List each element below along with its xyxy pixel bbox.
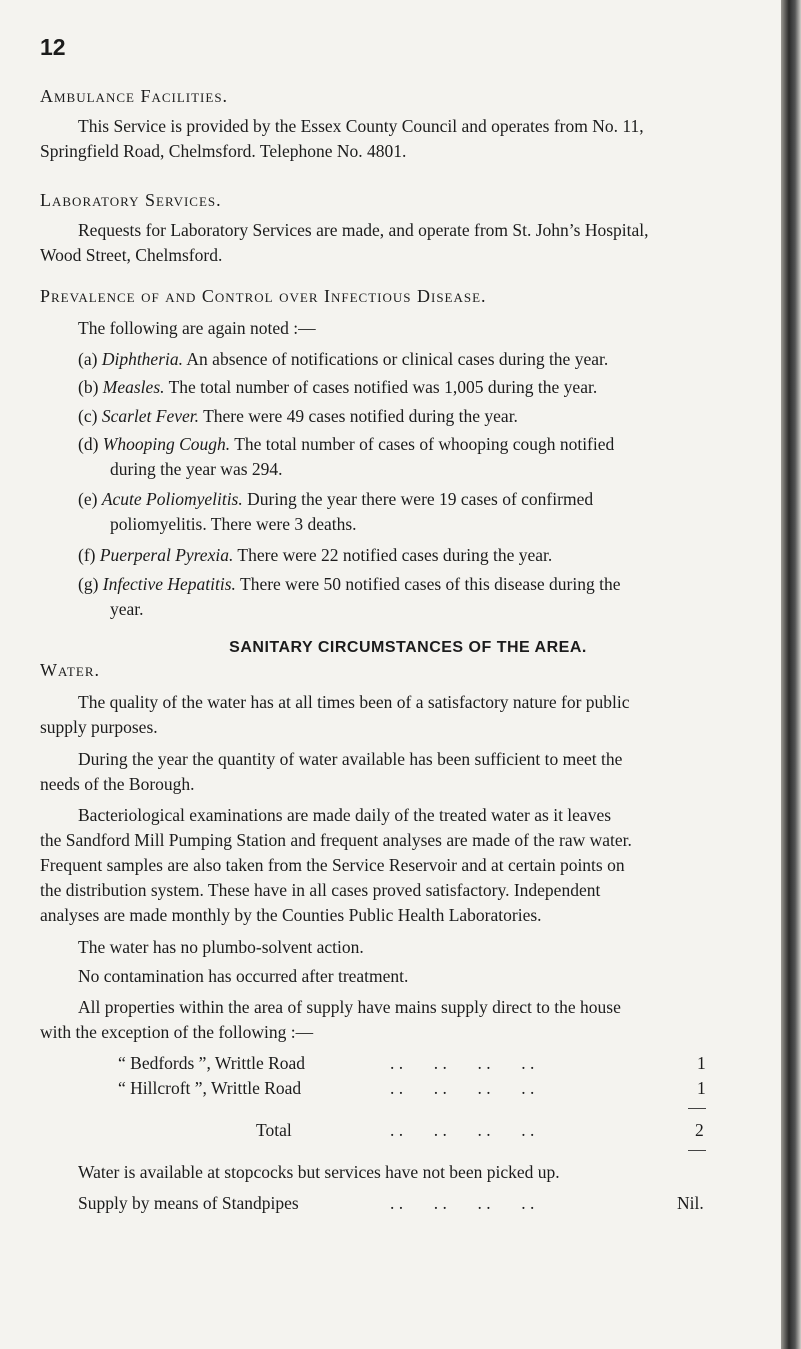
disease-name: Scarlet Fever. bbox=[101, 406, 199, 426]
water-p6-line-1: All properties within the area of supply have mains supply direct to the house bbox=[78, 997, 621, 1017]
total-label: Total bbox=[256, 1120, 292, 1140]
sum-rule-bottom bbox=[688, 1150, 706, 1151]
standpipes-label: Supply by means of Standpipes bbox=[78, 1193, 299, 1213]
ambulance-line-1: This Service is provided by the Essex County Council and operates from No. 11, bbox=[78, 116, 644, 136]
disease-item-d: (d) Whooping Cough. The total number of cases of whooping cough notified bbox=[78, 434, 615, 454]
disease-name: Infective Hepatitis. bbox=[102, 574, 236, 594]
page-binding-edge bbox=[781, 0, 801, 1349]
disease-item-a: (a) Diphtheria. An absence of notifications or clinical cases during the year. bbox=[78, 349, 609, 369]
water-heading: Water. bbox=[40, 660, 100, 680]
standpipes-dots: . . . . . . . . bbox=[390, 1193, 535, 1213]
exception-row-bedfords: “ Bedfords ”, Writtle Road bbox=[118, 1053, 306, 1073]
sanitary-heading: SANITARY CIRCUMSTANCES OF THE AREA. bbox=[229, 639, 587, 656]
disease-item-f: (f) Puerperal Pyrexia. There were 22 notified cases during the year. bbox=[78, 545, 553, 565]
water-p2-line-1: During the year the quantity of water available has been sufficient to meet the bbox=[78, 749, 623, 769]
water-p6-line-2: with the exception of the following :— bbox=[40, 1022, 314, 1042]
disease-item-c: (c) Scarlet Fever. There were 49 cases notified during the year. bbox=[78, 406, 518, 426]
total-value: 2 bbox=[695, 1120, 704, 1140]
laboratory-heading: Laboratory Services. bbox=[40, 190, 222, 210]
ambulance-heading: Ambulance Facilities. bbox=[40, 86, 229, 106]
water-p3-line-1: Bacteriological examinations are made daily of the treated water as it leaves bbox=[78, 805, 612, 825]
water-p3-line-3: Frequent samples are also taken from the Service Reservoir and at certain points on bbox=[40, 855, 625, 875]
exception-row-dots: . . . . . . . . bbox=[390, 1053, 535, 1073]
exception-row-hillcroft: “ Hillcroft ”, Writtle Road bbox=[118, 1078, 302, 1098]
prevalence-intro: The following are again noted :— bbox=[78, 318, 316, 338]
stopcocks-line: Water is available at stopcocks but services have not been picked up. bbox=[78, 1162, 560, 1182]
water-p3-line-2: the Sandford Mill Pumping Station and frequent analyses are made of the raw water. bbox=[40, 830, 632, 850]
disease-name: Measles. bbox=[102, 377, 165, 397]
page-number: 12 bbox=[40, 34, 66, 60]
water-p3-line-4: the distribution system. These have in all cases proved satisfactory. Independent bbox=[40, 880, 601, 900]
ambulance-line-2: Springfield Road, Chelmsford. Telephone No. 4801. bbox=[40, 141, 407, 161]
total-dots: . . . . . . . . bbox=[390, 1120, 535, 1140]
disease-item-e-cont: poliomyelitis. There were 3 deaths. bbox=[110, 514, 357, 534]
exception-value-hillcroft: 1 bbox=[697, 1078, 706, 1098]
water-p4: The water has no plumbo-solvent action. bbox=[78, 937, 364, 957]
standpipes-value: Nil. bbox=[677, 1193, 704, 1213]
disease-name: Diphtheria. bbox=[101, 349, 183, 369]
laboratory-line-2: Wood Street, Chelmsford. bbox=[40, 245, 223, 265]
disease-item-e: (e) Acute Poliomyelitis. During the year there were 19 cases of confirmed bbox=[78, 489, 594, 509]
disease-item-b: (b) Measles. The total number of cases notified was 1,005 during the year. bbox=[78, 377, 598, 397]
disease-item-g-cont: year. bbox=[110, 599, 144, 619]
water-p1-line-1: The quality of the water has at all times been of a satisfactory nature for public bbox=[78, 692, 630, 712]
water-p5: No contamination has occurred after treatment. bbox=[78, 966, 409, 986]
prevalence-heading: Prevalence of and Control over Infectious Disease. bbox=[40, 286, 487, 306]
sum-rule-top bbox=[688, 1108, 706, 1109]
water-p1-line-2: supply purposes. bbox=[40, 717, 158, 737]
exception-row-dots: . . . . . . . . bbox=[390, 1078, 535, 1098]
disease-item-d-cont: during the year was 294. bbox=[110, 459, 283, 479]
laboratory-line-1: Requests for Laboratory Services are made, and operate from St. John’s Hospital, bbox=[78, 220, 649, 240]
water-p3-line-5: analyses are made monthly by the Counties Public Health Laboratories. bbox=[40, 905, 542, 925]
disease-name: Acute Poliomyelitis. bbox=[101, 489, 243, 509]
disease-item-g: (g) Infective Hepatitis. There were 50 notified cases of this disease during the bbox=[78, 574, 621, 594]
disease-name: Puerperal Pyrexia. bbox=[99, 545, 234, 565]
exception-value-bedfords: 1 bbox=[697, 1053, 706, 1073]
water-p2-line-2: needs of the Borough. bbox=[40, 774, 195, 794]
disease-name: Whooping Cough. bbox=[102, 434, 231, 454]
